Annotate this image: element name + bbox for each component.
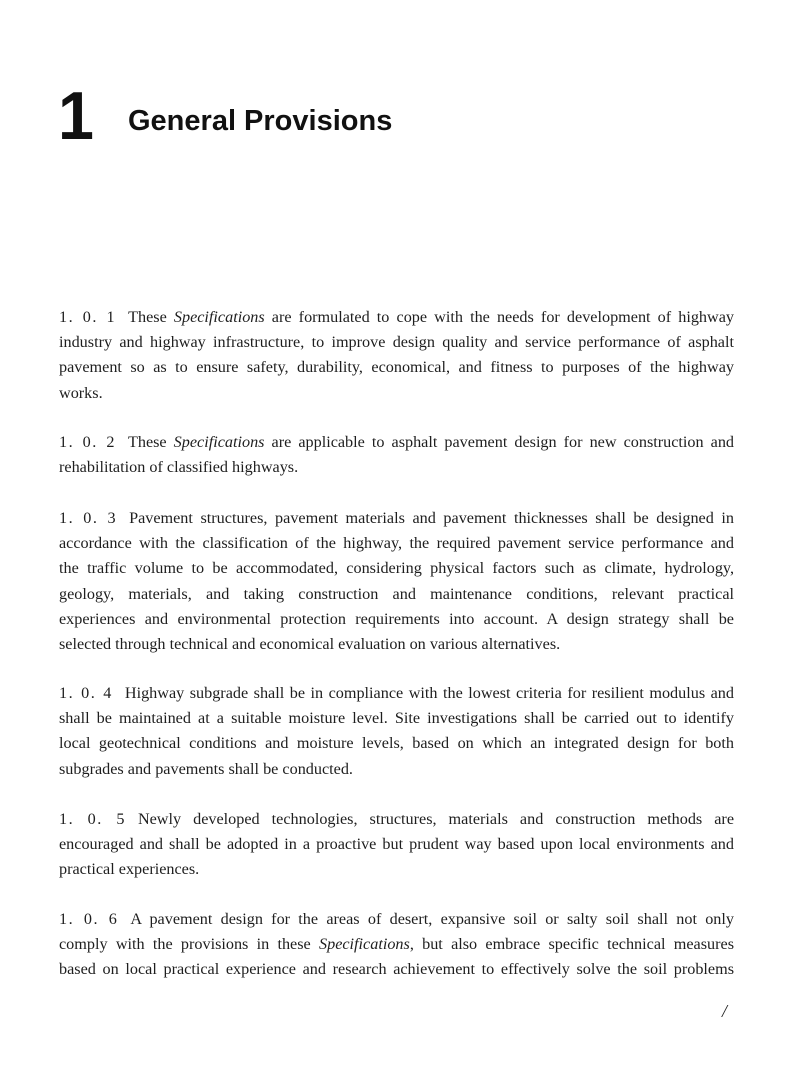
clause-text: local geotechnical conditions and moisture levels, based on which an integrated design for both (59, 734, 734, 753)
clause-text: Newly developed technologies, structures, materials and construction methods are (137, 810, 735, 828)
clause-line (59, 531, 734, 556)
clause-text: shall be maintained at a suitable moisture level. Site investigations shall be carried out to identify (59, 709, 734, 728)
clause-line (59, 731, 734, 756)
specifications-title-italic: Specifications (319, 935, 410, 954)
clause-text: These (127, 433, 174, 451)
clause-line (59, 932, 734, 957)
clause-line (59, 430, 734, 455)
clause-text: A pavement design for the areas of desert, expansive soil or salty soil shall not only (130, 910, 734, 928)
clause-line (59, 305, 734, 330)
clause-text: These (128, 308, 174, 326)
clause-line (59, 506, 734, 531)
clause-line (59, 832, 734, 857)
clause-text: based on local practical experience and research achievement to effectively solve the soil problems (59, 960, 734, 979)
specifications-title-italic: Specifications (173, 308, 265, 326)
clause-1-0-3 (59, 506, 734, 657)
clause-line (59, 757, 734, 782)
clause-line (59, 330, 734, 355)
clause-line (59, 807, 734, 832)
clause-text: industry and highway infrastructure, to improve design quality and service performance of asphalt (59, 333, 734, 352)
clause-text: geology, materials, and taking construction and maintenance conditions, relevant practical (59, 584, 734, 603)
clause-line (59, 355, 734, 380)
clause-text: experiences and environmental protection requirements into account. A design strategy shall be (59, 609, 734, 628)
clause-text: are formulated to cope with the needs for development of highway (264, 308, 734, 326)
clause-text: Highway subgrade shall be in compliance with the lowest criteria for resilient modulus and (124, 684, 734, 702)
clause-text: accordance with the classification of the highway, the required pavement service performance and (59, 534, 734, 553)
clause-text: works. (59, 383, 103, 402)
clause-line (59, 957, 734, 982)
clause-line (59, 582, 734, 607)
clause-text: subgrades and pavements shall be conducted. (59, 759, 353, 778)
clause-text: Pavement structures, pavement materials and pavement thicknesses shall be designed in (129, 509, 735, 527)
clause-text: are applicable to asphalt pavement design for new construction and (264, 433, 735, 451)
clause-line (59, 381, 734, 406)
clause-text: , but also embrace specific technical measures (409, 935, 734, 954)
clause-line (59, 455, 734, 480)
clause-number: 1. 0. 5 (59, 810, 126, 828)
clause-line (59, 681, 734, 706)
clause-line (59, 907, 734, 932)
clause-line (59, 632, 734, 657)
page-number: / (722, 1001, 728, 1021)
clause-text: comply with the provisions in these (59, 935, 319, 954)
clause-line (59, 556, 734, 581)
clause-line (59, 706, 734, 731)
clause-number: 1. 0. 1 (59, 308, 117, 326)
specifications-title-italic: Specifications (173, 433, 265, 451)
clause-1-0-1 (59, 305, 734, 406)
clause-1-0-4 (59, 681, 734, 782)
clause-number: 1. 0. 2 (59, 433, 116, 451)
clause-line (59, 857, 734, 882)
clause-1-0-2 (59, 430, 734, 480)
clause-text: encouraged and shall be adopted in a proactive but prudent way based upon local environments and (59, 835, 734, 854)
clause-1-0-6 (59, 907, 734, 983)
chapter-title: General Provisions (128, 105, 393, 137)
clause-number: 1. 0. 3 (59, 509, 118, 527)
clause-text: practical experiences. (59, 860, 200, 879)
clause-number: 1. 0. 4 (59, 684, 113, 702)
clause-text: the traffic volume to be accommodated, considering physical factors such as climate, hydrology, (59, 559, 734, 578)
clause-1-0-5 (59, 807, 734, 883)
chapter-number: 1 (58, 78, 94, 154)
clause-line (59, 607, 734, 632)
clause-text: pavement so as to ensure safety, durability, economical, and fitness to purposes of the highway (59, 358, 734, 377)
clause-number: 1. 0. 6 (59, 910, 119, 928)
clause-text: selected through technical and economical evaluation on various alternatives. (59, 634, 561, 653)
clause-text: rehabilitation of classified highways. (59, 458, 299, 477)
